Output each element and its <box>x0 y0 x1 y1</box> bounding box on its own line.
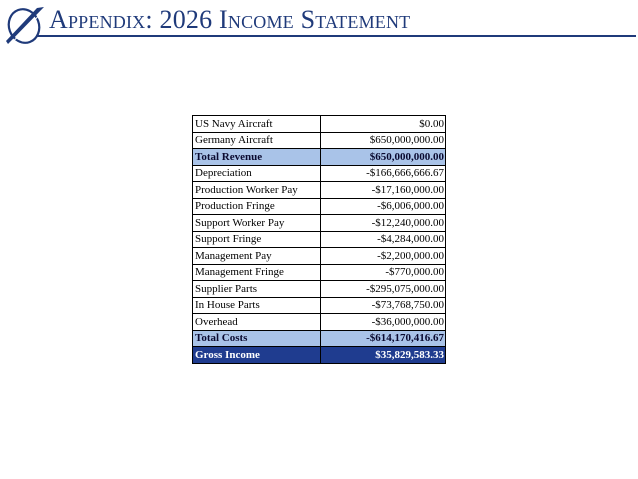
table-row <box>193 347 446 364</box>
table-row <box>193 231 446 248</box>
row-amount: -$4,284,000.00 <box>321 231 446 248</box>
row-label: Depreciation <box>193 165 321 182</box>
airplane-swoosh-logo-icon <box>4 4 46 48</box>
table-row <box>193 165 446 182</box>
table-row <box>193 215 446 232</box>
row-amount: $35,829,583.33 <box>321 347 446 364</box>
table-row <box>193 297 446 314</box>
page-title: Appendix: 2026 Income Statement <box>49 5 411 34</box>
row-amount: -$2,200,000.00 <box>321 248 446 265</box>
row-label: In House Parts <box>193 297 321 314</box>
row-label: Gross Income <box>193 347 321 364</box>
income-statement-table <box>192 115 446 364</box>
table-row <box>193 314 446 331</box>
row-label: Support Fringe <box>193 231 321 248</box>
table-row <box>193 116 446 133</box>
table-row <box>193 182 446 199</box>
row-label: Production Fringe <box>193 198 321 215</box>
row-amount: $0.00 <box>321 116 446 133</box>
table-row <box>193 198 446 215</box>
row-amount: -$166,666,666.67 <box>321 165 446 182</box>
row-label: Support Worker Pay <box>193 215 321 232</box>
row-amount: -$6,006,000.00 <box>321 198 446 215</box>
row-label: Germany Aircraft <box>193 132 321 149</box>
row-label: Supplier Parts <box>193 281 321 298</box>
row-label: US Navy Aircraft <box>193 116 321 133</box>
row-amount: $650,000,000.00 <box>321 149 446 166</box>
row-amount: -$36,000,000.00 <box>321 314 446 331</box>
row-amount: -$73,768,750.00 <box>321 297 446 314</box>
row-label: Production Worker Pay <box>193 182 321 199</box>
row-amount: -$17,160,000.00 <box>321 182 446 199</box>
table-row <box>193 281 446 298</box>
row-label: Total Revenue <box>193 149 321 166</box>
row-amount: -$295,075,000.00 <box>321 281 446 298</box>
table-row <box>193 132 446 149</box>
row-amount: -$12,240,000.00 <box>321 215 446 232</box>
row-label: Management Fringe <box>193 264 321 281</box>
row-amount: $650,000,000.00 <box>321 132 446 149</box>
table-row <box>193 264 446 281</box>
table-row <box>193 149 446 166</box>
row-amount: -$614,170,416.67 <box>321 330 446 347</box>
title-divider <box>36 35 636 37</box>
income-statement-body <box>193 116 446 364</box>
row-label: Total Costs <box>193 330 321 347</box>
row-amount: -$770,000.00 <box>321 264 446 281</box>
row-label: Management Pay <box>193 248 321 265</box>
table-row <box>193 330 446 347</box>
row-label: Overhead <box>193 314 321 331</box>
table-row <box>193 248 446 265</box>
